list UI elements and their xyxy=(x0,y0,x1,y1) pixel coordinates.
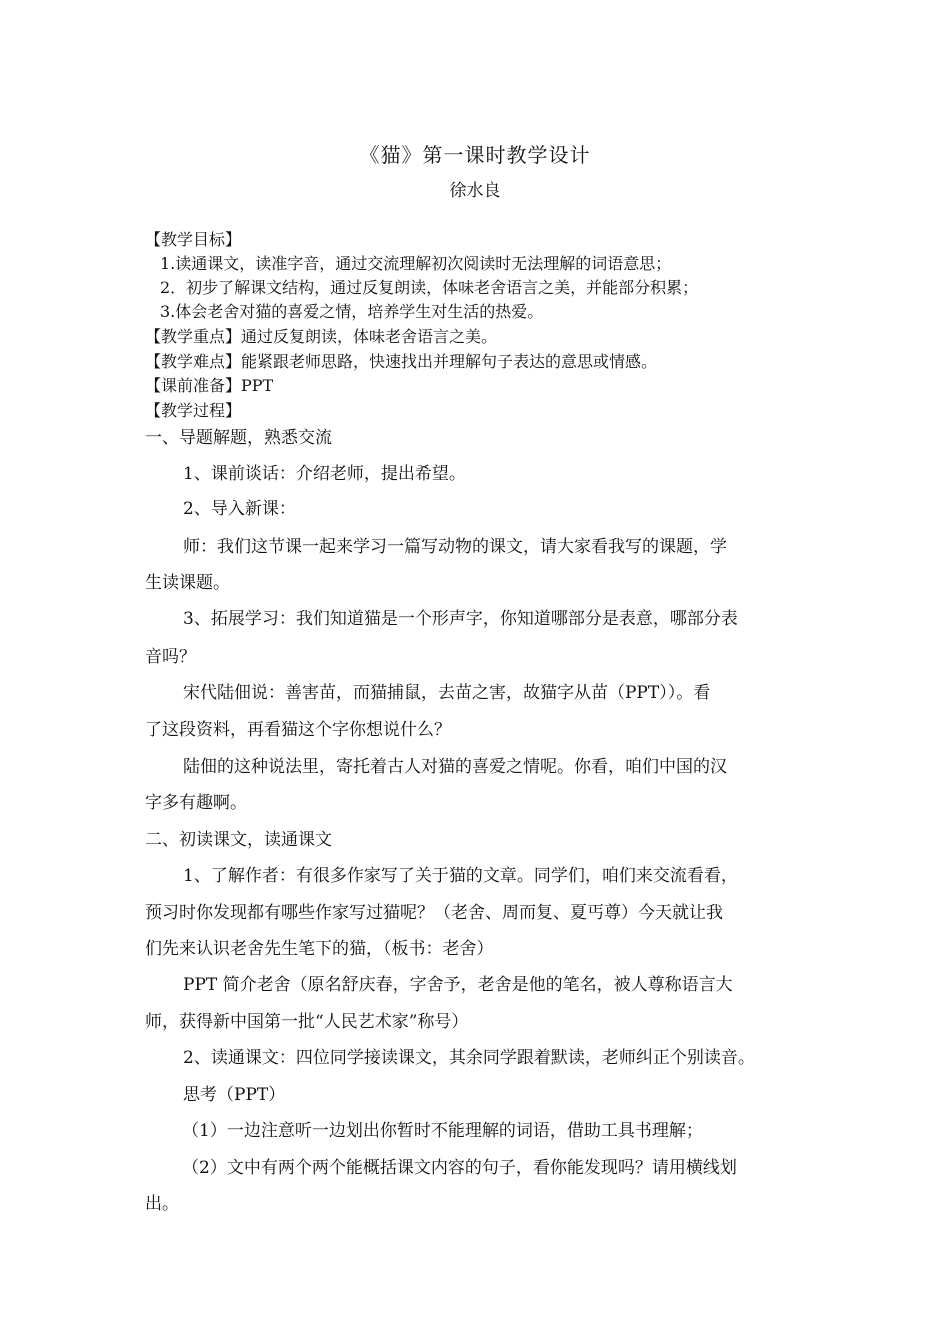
difficulty: 【教学难点】能紧跟老师思路，快速找出并理解句子表达的意思或情感。 xyxy=(145,352,658,371)
s1-paragraph: 生读课题。 xyxy=(145,573,230,593)
s1-paragraph: 了这段资料，再看猫这个字你想说什么？ xyxy=(145,720,451,740)
s2-paragraph: 1、了解作者：有很多作家写了关于猫的文章。同学们，咱们来交流看看， xyxy=(183,866,738,886)
s2-paragraph: 出。 xyxy=(145,1194,179,1214)
s1-paragraph: 音吗？ xyxy=(145,647,196,667)
s2-paragraph: （2）文中有两个两个能概括课文内容的句子，看你能发现吗？请用横线划 xyxy=(182,1158,737,1178)
section-1-heading: 一、导题解题，熟悉交流 xyxy=(145,428,332,448)
s1-paragraph: 宋代陆佃说：善害苗，而猫捕鼠，去苗之害，故猫字从苗（PPT））。看 xyxy=(183,683,711,703)
s1-paragraph: 3、拓展学习：我们知道猫是一个形声字，你知道哪部分是表意，哪部分表 xyxy=(183,609,738,629)
s1-paragraph: 1、课前谈话：介绍老师，提出希望。 xyxy=(183,464,466,484)
author-name: 徐水良 xyxy=(449,181,501,201)
s2-paragraph: 预习时你发现都有哪些作家写过猫呢？（老舍、周而复、夏丐尊）今天就让我 xyxy=(145,903,723,923)
process-header: 【教学过程】 xyxy=(145,401,242,420)
goal-3: 3.体会老舍对猫的喜爱之情，培养学生对生活的热爱。 xyxy=(160,302,544,321)
s2-paragraph: （1）一边注意听一边划出你暂时不能理解的词语，借助工具书理解； xyxy=(182,1121,703,1141)
key-point: 【教学重点】通过反复朗读，体味老舍语言之美。 xyxy=(145,327,498,346)
s1-paragraph: 字多有趣啊。 xyxy=(145,793,247,813)
goals-header: 【教学目标】 xyxy=(145,230,242,249)
s1-paragraph: 师：我们这节课一起来学习一篇写动物的课文，请大家看我写的课题，学 xyxy=(183,537,727,557)
s1-paragraph: 陆佃的这种说法里，寄托着古人对猫的喜爱之情呢。你看，咱们中国的汉 xyxy=(183,757,727,777)
section-2-heading: 二、初读课文，读通课文 xyxy=(145,830,332,850)
goal-2: 2．初步了解课文结构，通过反复朗读，体味老舍语言之美，并能部分积累； xyxy=(160,278,699,297)
s2-paragraph: 2、读通课文：四位同学接读课文，其余同学跟着默读，老师纠正个别读音。 xyxy=(183,1048,755,1068)
s2-paragraph: 师，获得新中国第一批“人民艺术家”称号） xyxy=(145,1012,469,1032)
preparation: 【课前准备】PPT xyxy=(145,376,274,395)
goal-1: 1.读通课文，读准字音，通过交流理解初次阅读时无法理解的词语意思； xyxy=(160,254,672,273)
s1-paragraph: 2、导入新课： xyxy=(183,499,296,519)
s2-paragraph: 思考（PPT） xyxy=(183,1085,286,1105)
document-title: 《猫》第一课时教学设计 xyxy=(359,143,591,167)
s2-paragraph: 们先来认识老舍先生笔下的猫，（板书：老舍） xyxy=(145,939,494,959)
s2-paragraph: PPT 简介老舍（原名舒庆春，字舍予，老舍是他的笔名，被人尊称语言大 xyxy=(183,975,733,995)
